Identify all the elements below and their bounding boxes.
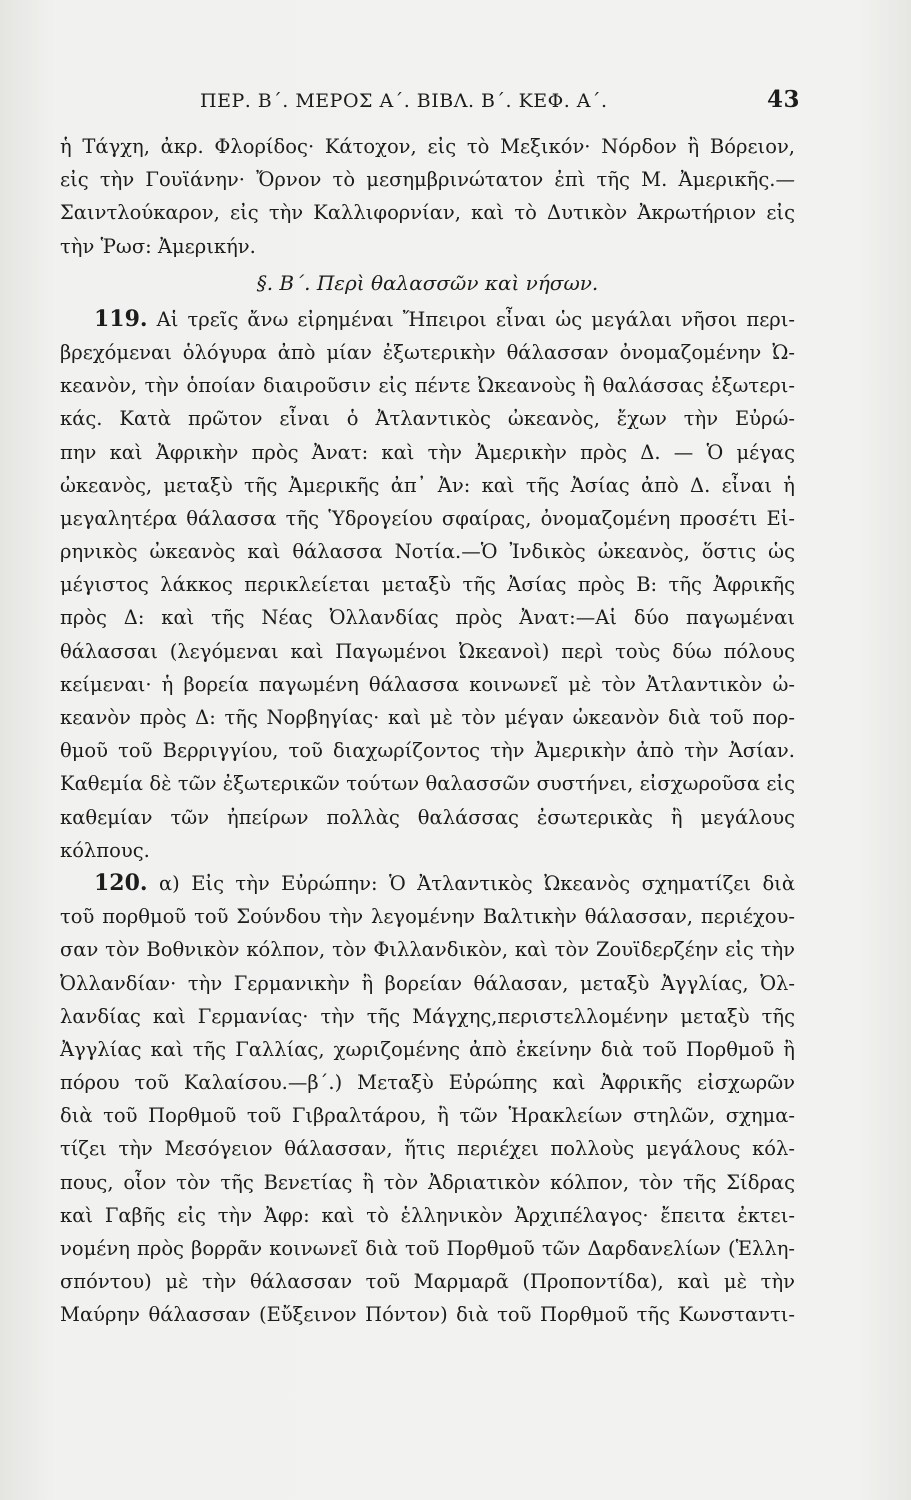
paragraph-120 [60,867,795,1332]
text-line: πους, οἷον τὸν τῆς Βενετίας ἢ τὸν Ἀδριατικὸν κόλπον, τὸν τῆς Σίδρας [60,1170,795,1194]
paragraph-number: 120. [94,869,148,896]
text-line: ὠκεανὸς, μεταξὺ τῆς Ἀμερικῆς ἀπ᾽ Ἀν: καὶ τῆς Ἀσίας ἀπὸ Δ. εἶναι ἡ [60,473,795,497]
text-line-content: α) Εἰς τὴν Εὐρώπην: Ὁ Ἀτλαντικὸς Ὠκεανὸς σχηματίζει διὰ [159,871,795,895]
text-line: κόλπους. [60,838,150,862]
text-line: πρὸς Δ: καὶ τῆς Νέας Ὀλλανδίας πρὸς Ἀνατ:—Αἱ δύο παγωμέναι [60,606,795,630]
text-line: Σαιντλούκαρον, εἰς τὴν Καλλιφορνίαν, καὶ τὸ Δυτικὸν Ἀκρωτήριον εἰς [60,201,795,225]
page-header [200,84,800,118]
paragraph-119 [60,303,795,867]
text-line: κάς. Κατὰ πρῶτον εἶναι ὁ Ἀτλαντικὸς ὠκεανὸς, ἔχων τὴν Εὐρώ- [60,407,795,431]
text-line: Ὀλλανδίαν· τὴν Γερμανικὴν ἢ βορείαν θάλασαν, μεταξὺ Ἀγγλίας, Ὀλ- [60,971,795,995]
text-line-content: Αἱ τρεῖς ἄνω εἰρημέναι Ἤπειροι εἶναι ὡς μεγάλαι νῆσοι περι- [156,307,795,331]
section-heading: §. Β΄. Περὶ θαλασσῶν καὶ νήσων. [256,270,599,295]
text-line: Μαύρην θάλασσαν (Εὔξεινον Πόντον) διὰ τοῦ Πορθμοῦ τῆς Κωνσταντι- [60,1303,795,1327]
text-line: εἰς τὴν Γουϊάνην· Ὄρνον τὸ μεσημβρινώτατον ἐπὶ τῆς Μ. Ἀμερικῆς.— [60,168,795,192]
text-line: καὶ Γαβῆς εἰς τὴν Ἀφρ: καὶ τὸ ἑλληνικὸν Ἀρχιπέλαγος· ἔπειτα ἐκτει- [60,1203,795,1227]
text-line: ρηνικὸς ὠκεανὸς καὶ θάλασσα Νοτία.—Ὁ Ἰνδικὸς ὠκεανὸς, ὅστις ὡς [60,540,795,564]
text-line: κεανὸν πρὸς Δ: τῆς Νορβηγίας· καὶ μὲ τὸν μέγαν ὠκεανὸν διὰ τοῦ πορ- [60,706,795,729]
text-line: λανδίας καὶ Γερμανίας· τὴν τῆς Μάγχης,περιστελλομένην μεταξὺ τῆς [60,1004,795,1028]
text-line: νομένη πρὸς βορρᾶν κοινωνεῖ διὰ τοῦ Πορθμοῦ τῶν Δαρδανελίων (Ἑλλη- [60,1237,795,1260]
text-line: θμοῦ τοῦ Βερριγγίου, τοῦ διαχωρίζοντος τὴν Ἀμερικὴν ἀπὸ τὴν Ἀσίαν. [60,739,795,763]
text-line: πην καὶ Ἀφρικὴν πρὸς Ἀνατ: καὶ τὴν Ἀμερικὴν πρὸς Δ. — Ὁ μέγας [60,440,795,464]
page-number: 43 [766,86,800,113]
text-line: μεγαλητέρα θάλασσα τῆς Ὑδρογείου σφαίρας, ὀνομαζομένη προσέτι Εἰ- [60,506,795,530]
text-line: σπόντου) μὲ τὴν θάλασσαν τοῦ Μαρμαρᾶ (Προποντίδα), καὶ μὲ τὴν [60,1270,795,1294]
text-line [60,867,795,900]
text-line: τὴν Ῥωσ: Ἀμερικήν. [60,234,256,258]
text-line: τίζει τὴν Μεσόγειον θάλασσαν, ἥτις περιέχει πολλοὺς μεγάλους κόλ- [60,1137,795,1161]
text-line: κείμεναι· ἡ βορεία παγωμένη θάλασσα κοινωνεῖ μὲ τὸν Ἀτλαντικὸν ὠ- [60,672,795,696]
text-line: βρεχόμεναι ὁλόγυρα ἀπὸ μίαν ἐξωτερικὴν θάλασσαν ὀνομαζομένην Ὠ- [60,340,795,364]
text-line: μέγιστος λάκκος περικλείεται μεταξὺ τῆς Ἀσίας πρὸς Β: τῆς Ἀφρικῆς [60,573,795,597]
text-line: διὰ τοῦ Πορθμοῦ τοῦ Γιβραλτάρου, ἢ τῶν Ἡρακλείων στηλῶν, σχημα- [60,1104,795,1128]
text-line: Ἀγγλίας καὶ τῆς Γαλλίας, χωριζομένης ἀπὸ ἐκείνην διὰ τοῦ Πορθμοῦ ἢ [60,1037,795,1061]
text-line: σαν τὸν Βοθνικὸν κόλπον, τὸν Φιλλανδικὸν, καὶ τὸν Ζουϊδερζέην εἰς τὴν [60,938,795,962]
text-line: πόρου τοῦ Καλαίσου.—β΄.) Μεταξὺ Εὐρώπης καὶ Ἀφρικῆς εἰσχωρῶν [60,1071,795,1095]
paragraph-number: 119. [94,305,148,332]
text-line: Καθεμία δὲ τῶν ἐξωτερικῶν τούτων θαλασσῶν συστήνει, εἰσχωροῦσα εἰς [60,772,795,796]
text-line: ἡ Τάγχη, ἀκρ. Φλορίδος· Κάτοχον, εἰς τὸ Μεξικόν· Νόρδον ἢ Βόρειον, [60,135,795,158]
running-title: ΠΕΡ. Β΄. ΜΕΡΟΣ Α΄. ΒΙΒΛ. Β΄. ΚΕΦ. Α΄. [200,90,608,112]
text-line: θάλασσαι (λεγόμεναι καὶ Παγωμένοι Ὠκεανοὶ) περὶ τοὺς δύω πόλους [60,639,795,663]
intro-paragraph [60,130,795,263]
page-body [60,130,795,1332]
text-line [60,303,795,336]
text-line: τοῦ πορθμοῦ τοῦ Σούνδου τὴν λεγομένην Βαλτικὴν θάλασσαν, περιέχου- [60,905,795,929]
text-line: κεανὸν, τὴν ὁποίαν διαιροῦσιν εἰς πέντε Ὠκεανοὺς ἢ θαλάσσας ἐξωτερι- [60,374,795,398]
text-line: καθεμίαν τῶν ἠπείρων πολλὰς θαλάσσας ἐσωτερικὰς ἢ μεγάλους [60,805,795,829]
